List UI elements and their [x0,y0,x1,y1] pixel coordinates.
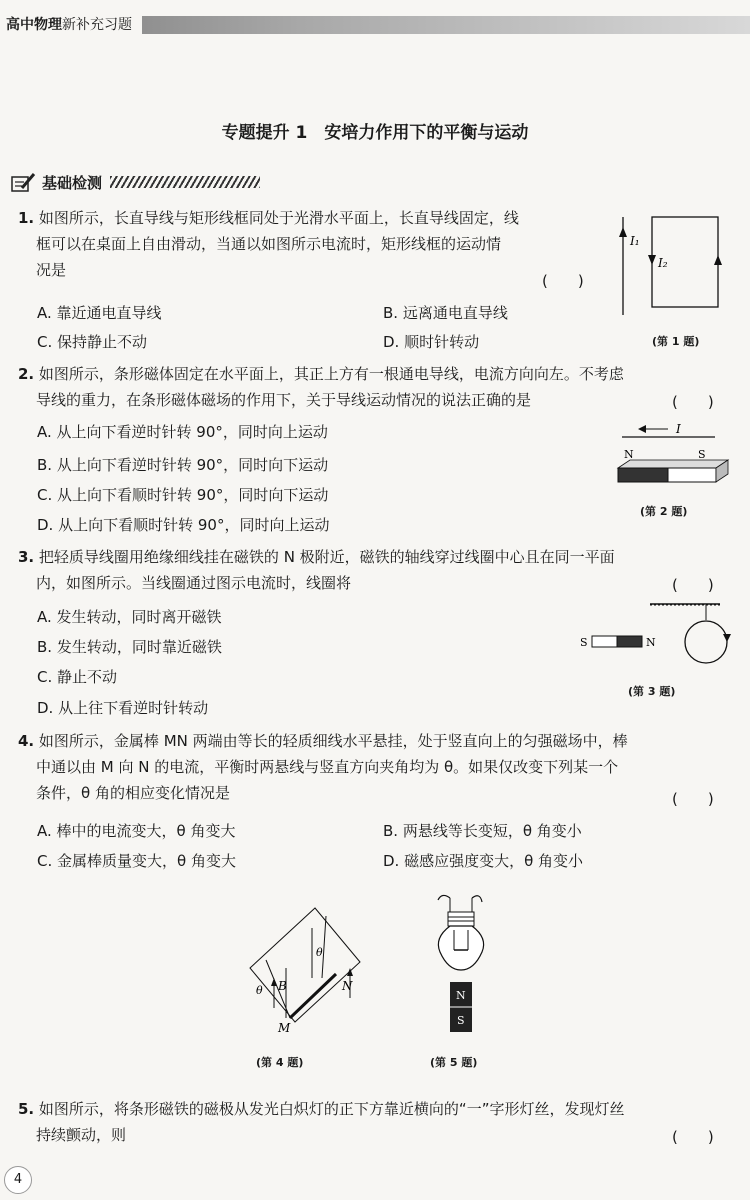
q3-number: 3. [18,548,35,566]
section-hatch [110,176,260,188]
q1-label-i1: I₁ [630,234,640,248]
q2-label-s: S [698,448,706,461]
page-number: 4 [4,1166,32,1194]
q2-number: 2. [18,365,35,383]
q4-option-a: A. 棒中的电流变大，θ 角变大 [37,822,236,840]
q5-stem: 5. 如图所示，将条形磁铁的磁极从发光白炽灯的正下方靠近横向的“一”字形灯丝，发现灯丝 持续颤动，则 [18,1100,625,1144]
q4-label-theta-left: θ [256,984,263,997]
page-title: 专题提升 1 安培力作用下的平衡与运动 [221,123,529,143]
q3-option-a: A. 发生转动，同时离开磁铁 [37,608,222,626]
q5-caption: (第 5 题) [430,1056,478,1069]
q4-option-d: D. 磁感应强度变大，θ 角变小 [383,852,584,870]
q1-caption: (第 1 题) [652,335,700,348]
q1-option-c: C. 保持静止不动 [37,333,148,351]
q4-stem: 4. 如图所示，金属棒 MN 两端由等长的轻质细线水平悬挂，处于竖直向上的匀强磁场中，棒 中通以由 M 向 N 的电流，平衡时两悬线与竖直方向夹角均为 θ。如果仅改变下列某一个 条件，θ 角的相应变化情况是 [18,732,628,802]
q2-option-a: A. 从上向下看逆时针转 90°，同时向上运动 [37,423,328,441]
q5-answer-bracket: ( ) [672,1128,714,1146]
q2-option-c: C. 从上向下看顺时针转 90°，同时向下运动 [37,486,329,504]
q2-stem: 2. 如图所示，条形磁体固定在水平面上，其正上方有一根通电导线，电流方向向左。不考虑 导线的重力，在条形磁体磁场的作用下，关于导线运动情况的说法正确的是 [18,365,624,409]
q1-stem: 1. 如图所示，长直导线与矩形线框同处于光滑水平面上，长直导线固定，线 框可以在桌面上自由滑动，当通以如图所示电流时，矩形线框的运动情 况是 [18,209,519,279]
q2-label-n: N [624,448,634,461]
q1-label-i2: I₂ [658,256,668,270]
q4-answer-bracket: ( ) [672,790,714,808]
section-label: 基础检测 [42,173,103,192]
q4-label-m: M [278,1021,291,1035]
q5-label-n: N [456,989,466,1002]
q2-figure [610,420,740,495]
q1-answer-bracket: ( ) [542,272,584,290]
q1-option-a: A. 靠近通电直导线 [37,304,162,322]
section-heading [10,171,260,193]
q4-label-n: N [342,979,353,993]
q1-figure [610,205,730,330]
q3-stem: 3. 把轻质导线圈用绝缘细线挂在磁铁的 N 极附近，磁铁的轴线穿过线圈中心且在同一平面 内，如图所示。当线圈通过图示电流时，线圈将 [18,548,615,592]
q1-option-b: B. 远离通电直导线 [383,304,508,322]
q3-label-n: N [646,636,656,649]
q3-option-b: B. 发生转动，同时靠近磁铁 [37,638,222,656]
q2-answer-bracket: ( ) [672,393,714,411]
q1-option-d: D. 顺时针转动 [383,333,480,351]
q3-label-s: S [580,636,588,649]
q1-number: 1. [18,209,35,227]
q5-label-s: S [457,1014,465,1027]
q4-label-theta-right: θ [316,946,323,959]
q3-caption: (第 3 题) [628,685,676,698]
q3-option-c: C. 静止不动 [37,668,118,686]
q3-option-d: D. 从上往下看逆时针转动 [37,699,209,717]
q2-caption: (第 2 题) [640,505,688,518]
q4-figure [230,890,380,1040]
q4-number: 4. [18,732,35,750]
q4-caption: (第 4 题) [256,1056,304,1069]
q3-figure [580,598,740,683]
q4-option-c: C. 金属棒质量变大，θ 角变大 [37,852,236,870]
q4-label-b: B [278,979,287,993]
q5-figure [420,890,500,1045]
q2-option-b: B. 从上向下看逆时针转 90°，同时向下运动 [37,456,329,474]
pencil-note-icon [10,171,36,193]
book-title: 高中物理新补充习题 [0,16,142,34]
q3-answer-bracket: ( ) [672,576,714,594]
q2-option-d: D. 从上向下看顺时针转 90°，同时向上运动 [37,516,330,534]
q4-option-b: B. 两悬线等长变短，θ 角变小 [383,822,582,840]
q5-number: 5. [18,1100,35,1118]
q2-label-i: I [676,422,681,436]
